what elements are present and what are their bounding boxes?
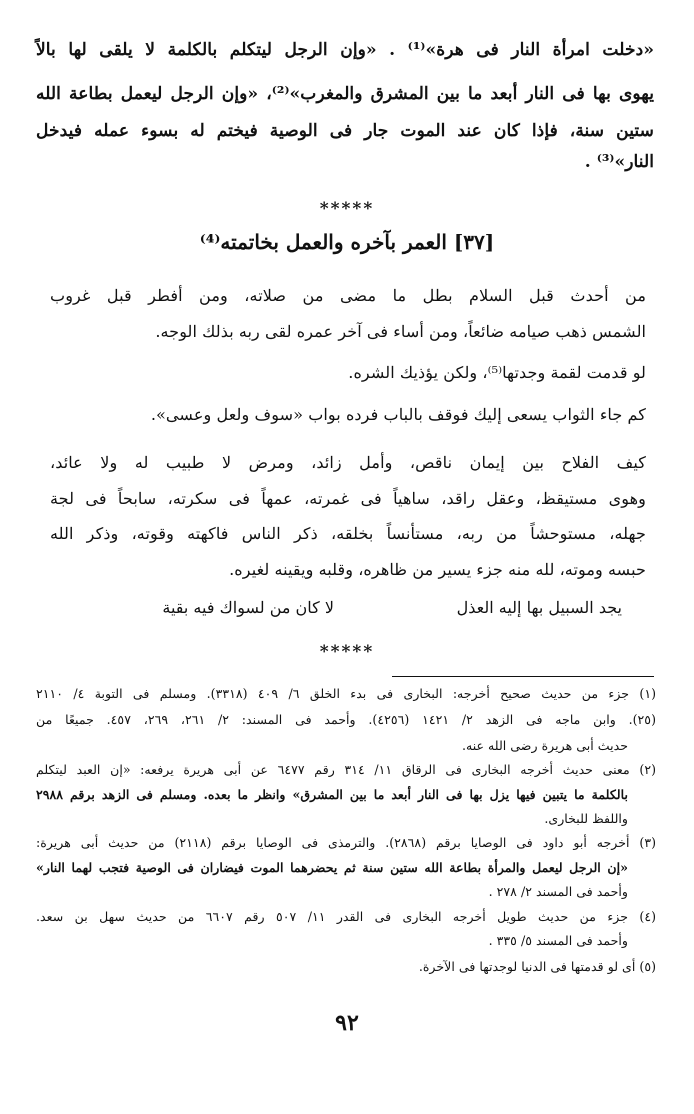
footnote-1-line-2: (٢٥). وابن ماجه فى الزهد ٢/ ١٤٢١ (٤٢٥٦). وأحمد فى المسند: ٢/ ٢٦١، ٢٦٩، ٤٥٧. جميعًا من [36, 712, 656, 727]
footnote-5-line-1: (٥) أى لو قدمتها فى الدنيا لوجدتها فى الآخرة. [418, 959, 656, 974]
body-line-8: حبسه وموته، لله منه جزء يسير من ظاهره، وقلبه ويقينه لغيره. [229, 560, 646, 579]
verse-hemistich-2: يجد السبيل بها إليه العذل [456, 598, 622, 617]
top-paragraph-line-1: «دخلت امرأة النار فى هرة»⁽¹⁾ . «وإن الرجل ليتكلم بالكلمة لا يلقى لها بالاً [36, 40, 654, 60]
footnote-4-line-1: (٤) جزء من حديث طويل أخرجه البخارى فى القدر ١١/ ٥٠٧ رقم ٦٦٠٧ من حديث سهل بن سعد. [36, 909, 657, 924]
body-line-3: لو قدمت لقمة وجدتها⁽⁵⁾، ولكن يؤذيك الشره. [348, 363, 646, 382]
footnote-4-line-2: وأحمد فى المسند ٥/ ٣٣٥ . [488, 933, 628, 948]
body-line-7: جهله، مستوحشاً من ربه، مستأنساً بخلقه، ذكر الناس فاكهته وقوته، وذكر الله [50, 524, 646, 543]
footnote-3-line-3: وأحمد فى المسند ٢/ ٢٧٨ . [488, 884, 628, 899]
footnote-1-line-3: حديث أبى هريرة رضى الله عنه. [461, 738, 628, 753]
footnote-2-line-2: بالكلمة ما يتبين فيها يزل بها فى النار أبعد ما بين المشرق» وانظر ما بعده. ومسلم فى الزهد برقم ٢٩٨٨ [36, 787, 628, 802]
body-line-6: وهوى مستيقظ، وعقل راقد، ساهياً فى غمرته، عمهاً فى سكرته، سابحاً فى لجة [50, 489, 646, 508]
footnote-1-line-1: (١) جزء من حديث صحيح أخرجه: البخارى فى بدء الخلق ٦/ ٤٠٩ (٣٣١٨). ومسلم فى التوبة ٤/ ٢١١٠ [36, 686, 656, 701]
footnote-3-line-2: «إن الرجل ليعمل والمرأة بطاعة الله ستين سنة ثم يحضرهما الموت فيضاران فى الوصية فتجب لهما النار» [36, 860, 628, 875]
top-paragraph-line-3: ستين سنة، فإذا كان عند الموت جار فى الوصية فيختم له بسوء عمله فيدخل [36, 121, 654, 141]
footnote-3-line-1: (٣) أخرجه أبو داود فى الوصايا برقم (٢٨٦٨). والترمذى فى الوصايا برقم (٢١١٨) من حديث أبى هريرة: [36, 835, 656, 850]
top-paragraph-line-2: يهوى بها فى النار أبعد ما بين المشرق والمغرب»⁽²⁾، «وإن الرجل ليعمل بطاعة الله [36, 84, 654, 104]
footnote-rule [392, 676, 654, 677]
separator-stars-top: ***** [319, 199, 375, 219]
separator-stars-bottom: ***** [319, 642, 375, 662]
section-title: [٣٧] العمر بآخره والعمل بخاتمته⁽⁴⁾ [199, 230, 495, 254]
footnote-2-line-1: (٢) معنى حديث أخرجه البخارى فى الرقاق ١١/ ٣١٤ رقم ٦٤٧٧ عن أبى هريرة يرفعه: «إن العبد ليتكلم [36, 762, 656, 777]
body-line-1: من أحدث قبل السلام بطل ما مضى من صلاته، ومن أفطر قبل غروب [50, 286, 646, 305]
verse-hemistich-1: لا كان من لسواك فيه بقية [162, 598, 334, 617]
body-line-2: الشمس ذهب صيامه ضائعاً، ومن أساء فى آخر عمره لقى ربه بذلك الوجه. [155, 322, 646, 341]
body-line-4: كم جاء الثواب يسعى إليك فوقف بالباب فرده بواب «سوف ولعل وعسى». [150, 405, 646, 424]
footnote-2-line-3: واللفظ للبخارى. [544, 811, 628, 826]
body-line-5: كيف الفلاح بين إيمان ناقص، وأمل زائد، ومرض لا طبيب له ولا عائد، [50, 453, 646, 472]
top-paragraph-line-4: النار»⁽³⁾ . [584, 152, 654, 172]
page-number: ٩٢ [335, 1010, 359, 1036]
